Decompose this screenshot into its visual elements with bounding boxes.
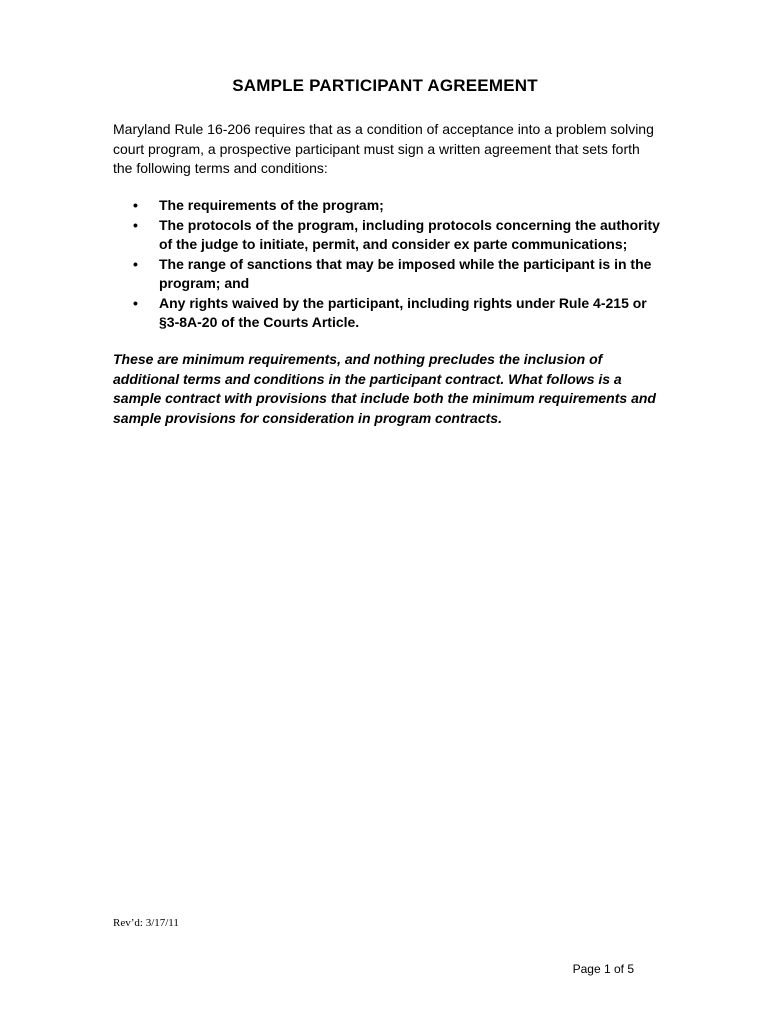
requirement-text: The requirements of the program; — [159, 197, 384, 213]
intro-paragraph: Maryland Rule 16-206 requires that as a condition of acceptance into a problem solving court program, a prospective participant must sign a written agreement that sets forth the following terms and conditions: — [113, 121, 654, 176]
revision-date: Rev’d: 3/17/11 — [113, 917, 179, 929]
minimum-requirements-note: These are minimum requirements, and nothing precludes the inclusion of additional terms and conditions in the participant contract. What follows is a sample contract with provisions that include both the minimum requirements and sample provisions for consideration in program contracts. — [113, 351, 656, 426]
requirement-text: The protocols of the program, including protocols concerning the authority of the judge to initiate, permit, and consider ex parte communications; — [159, 216, 660, 252]
list-item — [130, 294, 660, 333]
bullet-icon: • — [133, 255, 138, 272]
list-item — [130, 216, 660, 255]
requirements-list — [130, 196, 660, 333]
list-item — [130, 196, 660, 216]
bullet-icon: • — [133, 294, 138, 311]
requirement-text: Any rights waived by the participant, including rights under Rule 4-215 or §3-8A-20 of the Courts Article. — [159, 294, 647, 330]
bullet-icon: • — [133, 197, 138, 213]
requirement-text: The range of sanctions that may be imposed while the participant is in the program; and — [159, 255, 652, 291]
list-item — [130, 255, 660, 294]
bullet-icon: • — [133, 216, 138, 233]
document-title: SAMPLE PARTICIPANT AGREEMENT — [232, 76, 538, 95]
page-number: Page 1 of 5 — [572, 962, 634, 976]
